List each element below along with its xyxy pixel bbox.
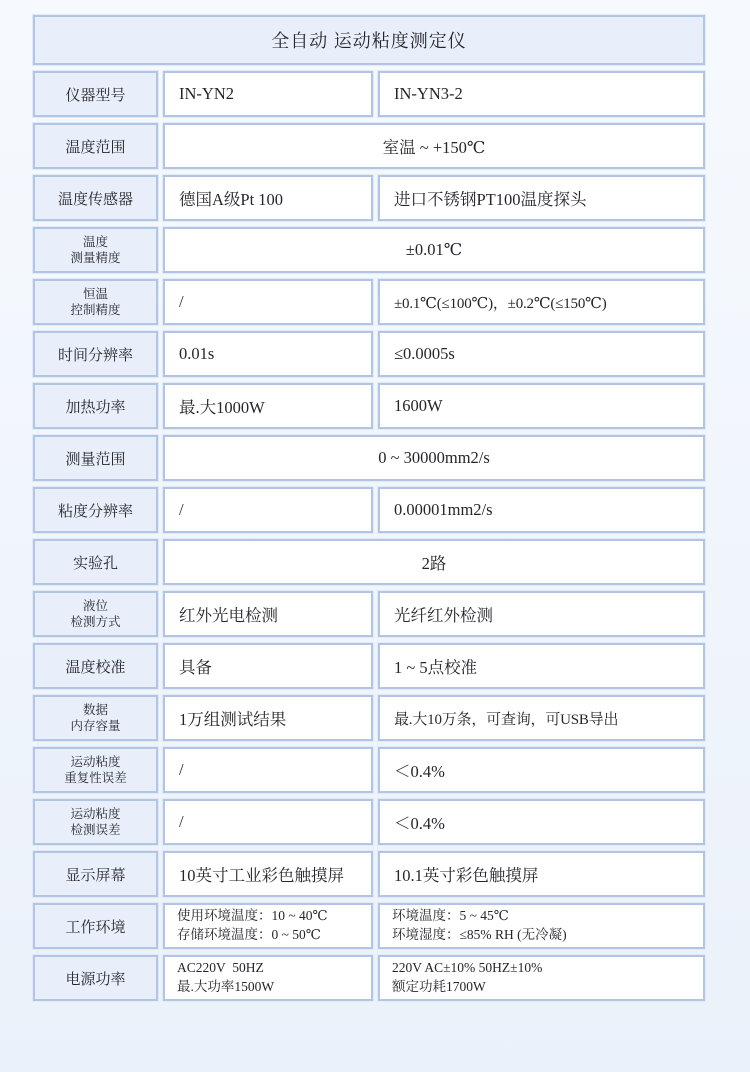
row-value bbox=[378, 695, 705, 741]
row-value-line: 额定功耗1700W bbox=[392, 979, 486, 994]
row-value bbox=[378, 71, 705, 117]
spec-row bbox=[33, 227, 705, 273]
row-value-line: 最.大10万条，可查询，可USB导出 bbox=[394, 711, 619, 728]
row-label-line: 检测误差 bbox=[70, 823, 121, 837]
row-label bbox=[33, 175, 158, 221]
row-label bbox=[33, 331, 158, 377]
row-value-line: / bbox=[179, 500, 184, 519]
row-label-line: 检测方式 bbox=[70, 615, 121, 629]
row-value-line: 2路 bbox=[421, 554, 447, 573]
row-value bbox=[163, 799, 373, 845]
row-value-span bbox=[163, 227, 705, 273]
spec-row bbox=[33, 331, 705, 377]
row-value-span bbox=[163, 539, 705, 585]
row-value bbox=[163, 279, 373, 325]
spec-row bbox=[33, 435, 705, 481]
row-label-line: 时间分辨率 bbox=[57, 347, 133, 364]
row-value-line: 红外光电检测 bbox=[179, 606, 278, 625]
row-value-line: 1600W bbox=[394, 396, 443, 415]
row-label bbox=[33, 747, 158, 793]
row-value bbox=[163, 591, 373, 637]
row-value-line: 0 ~ 30000mm2/s bbox=[378, 448, 490, 467]
row-value bbox=[378, 175, 705, 221]
row-value-line: 环境湿度：≤85% RH (无冷凝) bbox=[392, 927, 567, 942]
row-value-line: 220V AC±10% 50HZ±10% bbox=[392, 960, 543, 976]
row-label-line: 显示屏幕 bbox=[65, 867, 126, 884]
row-value-line: 最.大1000W bbox=[179, 398, 265, 417]
spec-row bbox=[33, 383, 705, 429]
row-value-line: 室温 ~ +150℃ bbox=[382, 138, 486, 157]
row-label bbox=[33, 851, 158, 897]
row-label bbox=[33, 383, 158, 429]
row-value bbox=[378, 487, 705, 533]
row-label bbox=[33, 903, 158, 949]
row-value bbox=[163, 175, 373, 221]
row-value-line: 1 ~ 5点校准 bbox=[394, 658, 478, 677]
row-label bbox=[33, 227, 158, 273]
row-label bbox=[33, 799, 158, 845]
row-label-line: 数据 bbox=[82, 702, 108, 717]
row-label-line: 粘度分辨率 bbox=[57, 503, 133, 520]
row-value-line: IN-YN2 bbox=[179, 84, 234, 103]
row-value bbox=[378, 955, 705, 1001]
row-value bbox=[378, 643, 705, 689]
row-value-line: ＜0.4% bbox=[394, 762, 445, 781]
row-value bbox=[378, 851, 705, 897]
row-label-line: 测量精度 bbox=[70, 251, 121, 265]
row-value bbox=[163, 487, 373, 533]
row-value-line: 使用环境温度：10 ~ 40℃ bbox=[177, 908, 328, 924]
row-label-line: 控制精度 bbox=[70, 303, 121, 317]
row-value-line: 光纤红外检测 bbox=[394, 606, 493, 625]
row-label-line: 内存容量 bbox=[70, 719, 121, 733]
row-value-line: 具备 bbox=[179, 658, 212, 677]
row-value-line: IN-YN3-2 bbox=[394, 84, 463, 103]
spec-table bbox=[33, 15, 705, 1001]
spec-row bbox=[33, 487, 705, 533]
row-label-line: 加热功率 bbox=[65, 399, 126, 416]
row-value bbox=[378, 279, 705, 325]
row-value-span bbox=[163, 435, 705, 481]
row-value bbox=[163, 955, 373, 1001]
row-value bbox=[378, 591, 705, 637]
row-label-line: 温度校准 bbox=[65, 659, 126, 676]
row-label-line: 温度范围 bbox=[65, 139, 126, 156]
spec-row bbox=[33, 643, 705, 689]
row-label-line: 电源功率 bbox=[65, 971, 126, 988]
spec-row bbox=[33, 955, 705, 1001]
row-label-line: 实验孔 bbox=[72, 555, 118, 572]
row-value-line: / bbox=[179, 760, 184, 779]
row-value-line: AC220V 50HZ bbox=[177, 960, 264, 976]
row-value-line: ±0.1℃(≤100℃)，±0.2℃(≤150℃) bbox=[394, 295, 607, 312]
row-value bbox=[163, 643, 373, 689]
row-label bbox=[33, 71, 158, 117]
row-value-line: 最.大功率1500W bbox=[177, 979, 275, 994]
spec-row bbox=[33, 71, 705, 117]
spec-row bbox=[33, 747, 705, 793]
row-label bbox=[33, 955, 158, 1001]
row-value-line: 0.01s bbox=[179, 344, 215, 363]
spec-rows bbox=[33, 71, 705, 1001]
spec-row bbox=[33, 903, 705, 949]
row-value-line: ＜0.4% bbox=[394, 814, 445, 833]
spec-row bbox=[33, 539, 705, 585]
row-value-line: 1万组测试结果 bbox=[179, 710, 287, 729]
row-value bbox=[378, 383, 705, 429]
row-label bbox=[33, 279, 158, 325]
spec-row bbox=[33, 175, 705, 221]
row-value-line: 存储环境温度：0 ~ 50℃ bbox=[177, 927, 321, 942]
row-label-line: 测量范围 bbox=[65, 451, 126, 468]
row-value-line: ≤0.0005s bbox=[394, 344, 455, 363]
row-value bbox=[163, 695, 373, 741]
row-value-line: 10英寸工业彩色触摸屏 bbox=[179, 866, 344, 885]
row-value-line: 0.00001mm2/s bbox=[394, 500, 493, 519]
page-title: 全自动 运动粘度测定仪 bbox=[33, 15, 705, 65]
row-value bbox=[163, 747, 373, 793]
row-value bbox=[163, 851, 373, 897]
row-label-line: 运动粘度 bbox=[70, 754, 121, 769]
row-label-line: 恒温 bbox=[82, 286, 108, 301]
spec-row bbox=[33, 799, 705, 845]
row-value bbox=[163, 71, 373, 117]
row-value bbox=[163, 331, 373, 377]
row-value bbox=[163, 383, 373, 429]
spec-row bbox=[33, 279, 705, 325]
row-value-line: 进口不锈钢PT100温度探头 bbox=[394, 190, 587, 209]
row-value-span bbox=[163, 123, 705, 169]
row-value-line: / bbox=[179, 812, 184, 831]
row-label bbox=[33, 435, 158, 481]
row-label bbox=[33, 539, 158, 585]
row-label bbox=[33, 487, 158, 533]
row-label-line: 运动粘度 bbox=[70, 806, 121, 821]
row-label bbox=[33, 123, 158, 169]
row-label-line: 温度 bbox=[82, 234, 108, 249]
spec-row bbox=[33, 851, 705, 897]
row-label-line: 仪器型号 bbox=[65, 87, 126, 104]
row-value bbox=[378, 903, 705, 949]
row-value bbox=[163, 903, 373, 949]
row-label bbox=[33, 591, 158, 637]
row-label-line: 温度传感器 bbox=[57, 191, 133, 208]
row-label bbox=[33, 695, 158, 741]
spec-row bbox=[33, 591, 705, 637]
row-value-line: 德国A级Pt 100 bbox=[179, 190, 284, 209]
row-label-line: 重复性误差 bbox=[64, 771, 127, 785]
row-value-line: ±0.01℃ bbox=[405, 240, 463, 259]
row-value bbox=[378, 747, 705, 793]
row-value bbox=[378, 799, 705, 845]
row-value-line: 10.1英寸彩色触摸屏 bbox=[394, 866, 539, 885]
row-label bbox=[33, 643, 158, 689]
row-label-line: 工作环境 bbox=[65, 919, 126, 936]
row-label-line: 液位 bbox=[82, 598, 108, 613]
spec-row bbox=[33, 123, 705, 169]
row-value-line: 环境温度：5 ~ 45℃ bbox=[392, 908, 509, 924]
row-value bbox=[378, 331, 705, 377]
spec-row bbox=[33, 695, 705, 741]
row-value-line: / bbox=[179, 292, 184, 311]
table-title-row bbox=[33, 15, 705, 65]
